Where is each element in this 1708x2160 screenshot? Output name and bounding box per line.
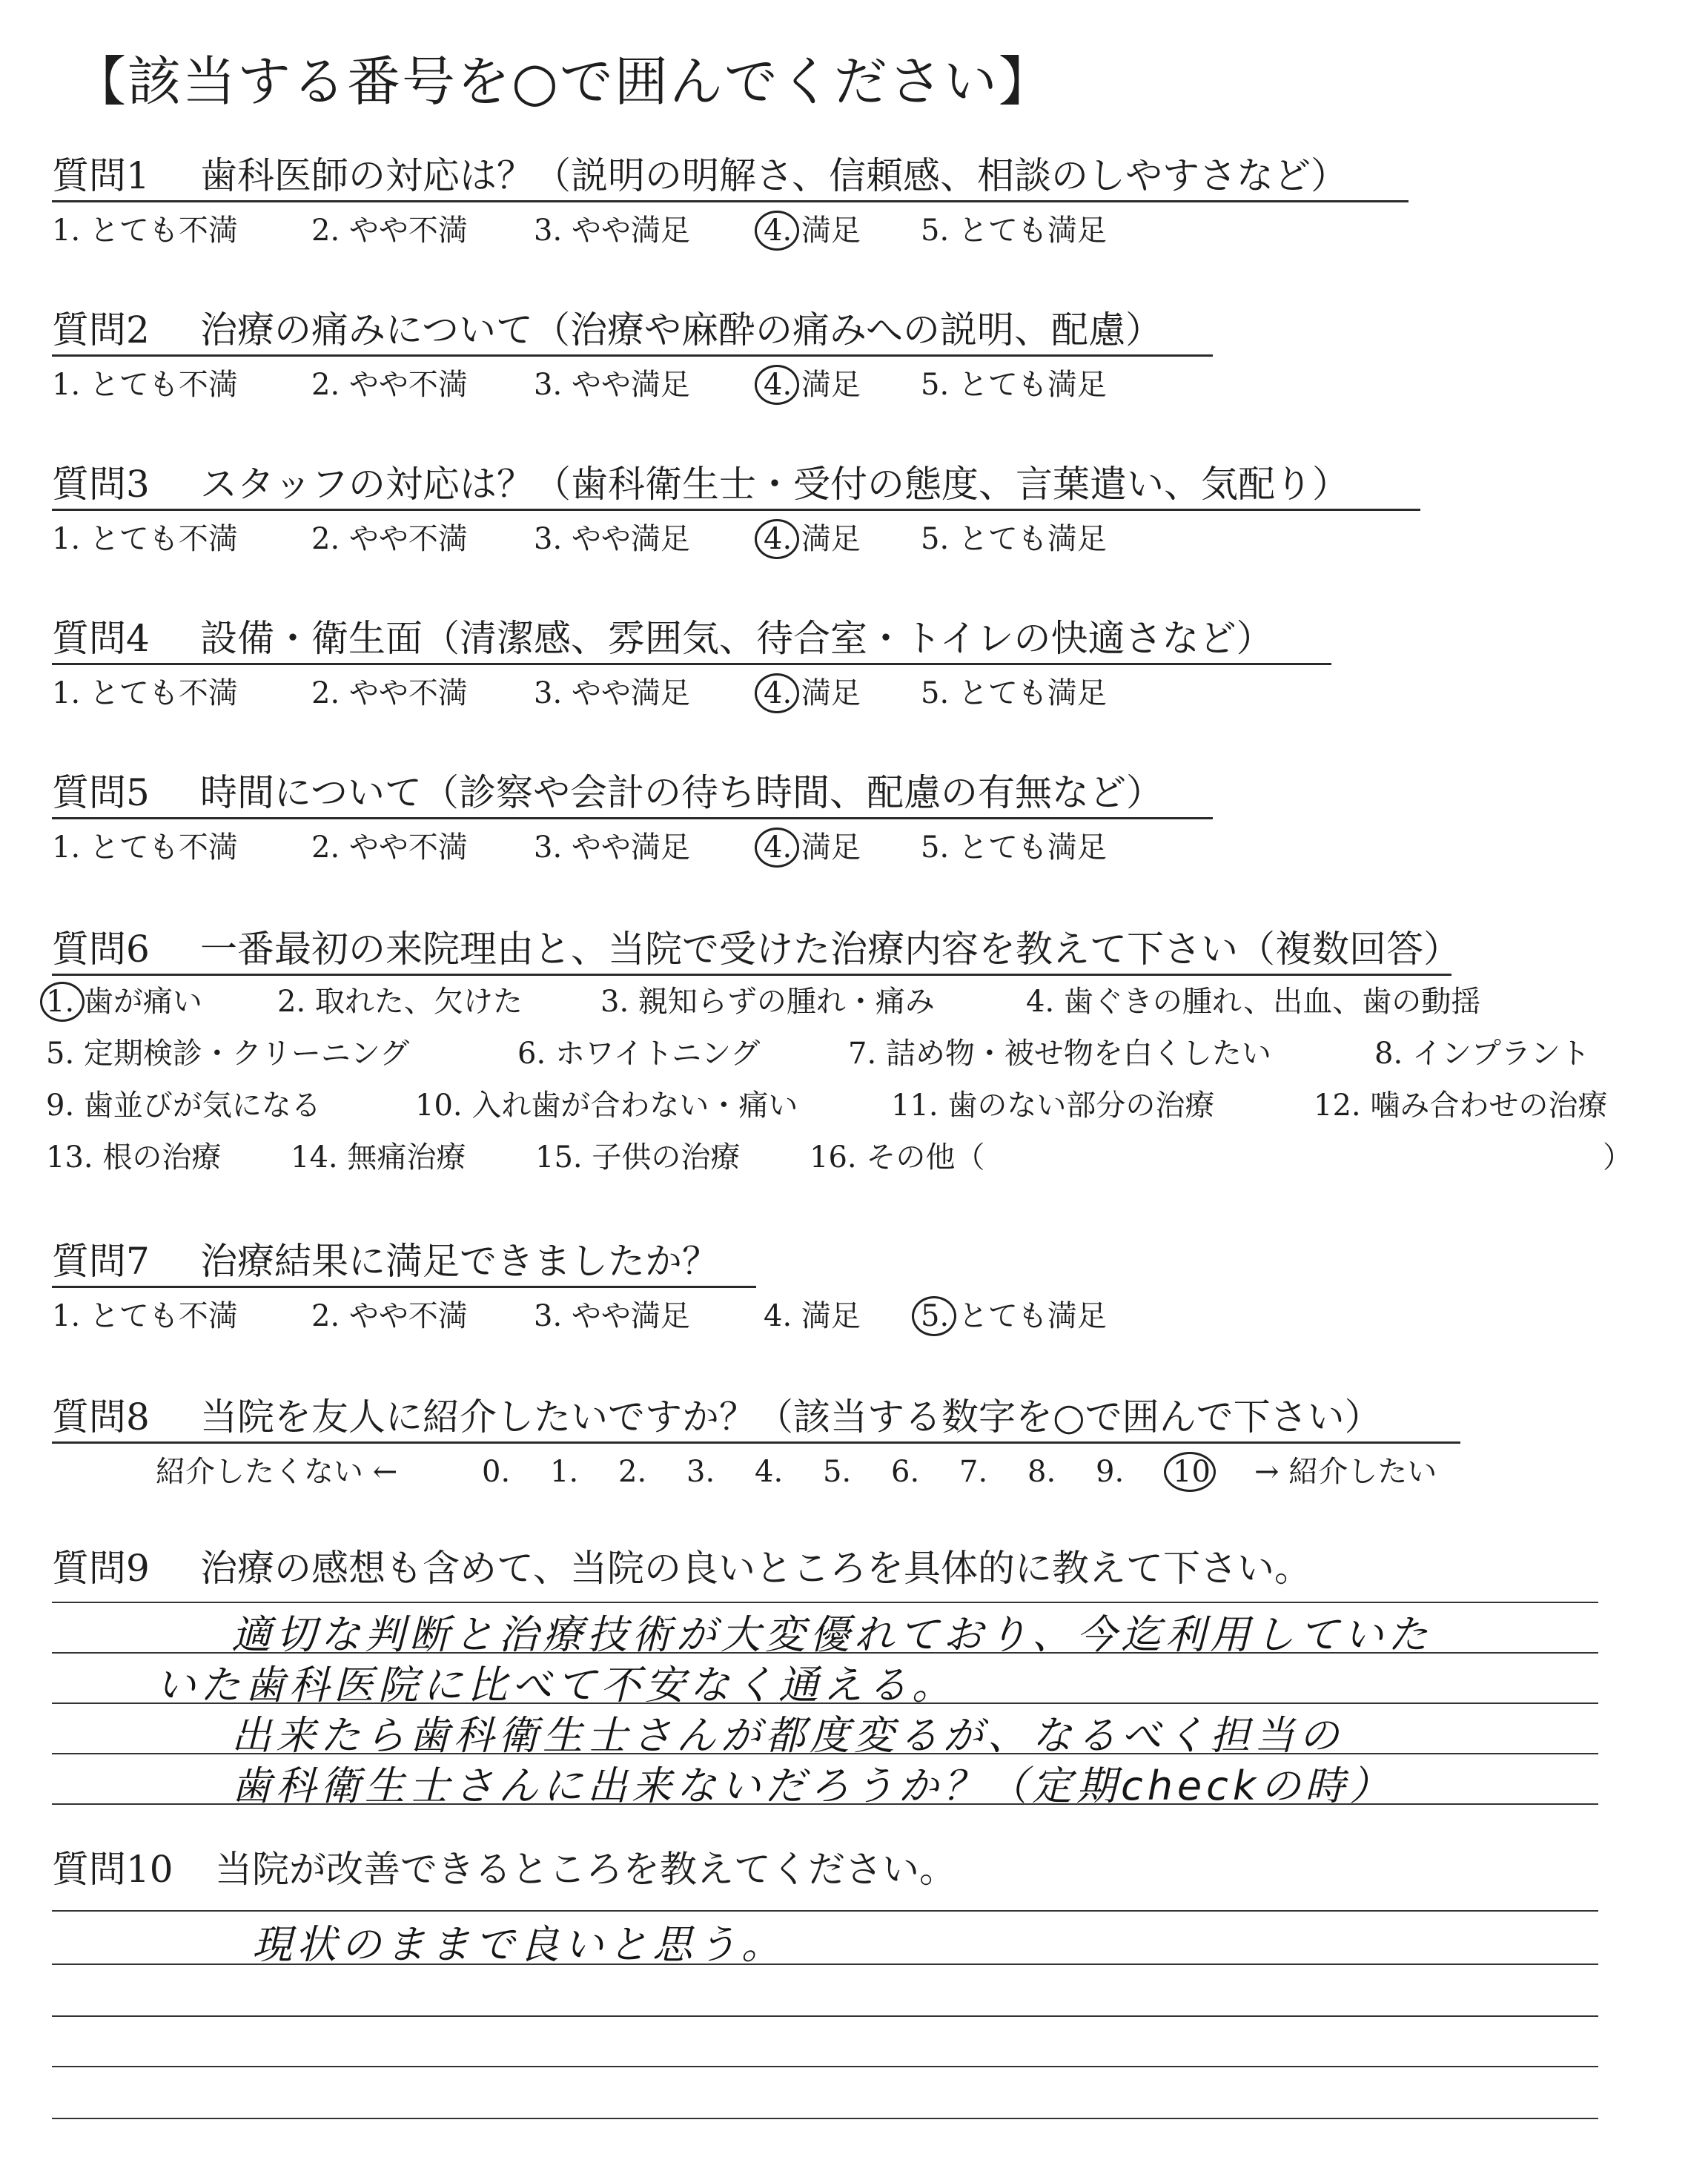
scale-option[interactable]: 3. やや満足 [534,522,690,556]
q8-left-label: 紹介したくない ← [156,1455,398,1489]
q8-value[interactable]: 7. [959,1455,988,1489]
selection-circle [40,982,85,1022]
q8-value[interactable]: 0. [482,1455,511,1489]
question-text: 一番最初の来院理由と、当院で受けた治療内容を教えて下さい（複数回答） [200,928,1460,971]
selection-circle [755,211,799,251]
scale-option[interactable]: 2. やや不満 [311,1299,468,1333]
scale-option[interactable]: 1. とても不満 [52,368,238,402]
q6-option[interactable]: 10. 入れ歯が合わない・痛い [415,1089,798,1123]
question-number: 質問6 [52,928,150,971]
selection-circle [755,519,799,559]
question-text: 時間について（診察や会計の待ち時間、配慮の有無など） [200,771,1163,814]
question-text: 治療の痛みについて（治療や麻酔の痛みへの説明、配慮） [200,308,1162,351]
question-number: 質問1 [52,154,150,197]
page-title: 【該当する番号を○で囲んでください】 [73,50,1053,113]
q6-option[interactable]: 13. 根の治療 [46,1140,222,1175]
q7-scale [52,1298,1238,1335]
q6-option[interactable]: 8. インプラント [1374,1037,1590,1071]
scale-option[interactable]: 1. とても不満 [52,214,238,248]
q6-options-row-1 [46,983,1677,1020]
answer-line [52,2066,1598,2067]
scale-option[interactable]: 2. やや不満 [311,214,468,248]
q2-scale [52,366,1238,403]
question-number: 質問7 [52,1240,150,1283]
q6-options-row-4 [46,1139,1677,1176]
q6-option[interactable]: 3. 親知らずの腫れ・痛み [600,985,935,1019]
question-text: 治療の感想も含めて、当院の良いところを具体的に教えて下さい。 [200,1547,1311,1590]
scale-option[interactable]: 5. とても満足 [921,830,1107,865]
handwritten-answer: いた歯科医院に比べて不安なく通える。 [156,1662,956,1708]
question-underline [52,1441,1460,1444]
scale-option[interactable]: 1. とても不満 [52,676,238,710]
q6-close-paren: ） [1603,1140,1632,1175]
scale-option[interactable]: 5. とても満足 [921,368,1107,402]
q6-option[interactable]: 9. 歯並びが気になる [46,1089,321,1123]
question-3 [52,463,1349,506]
scale-option[interactable]: 3. やや満足 [534,1299,690,1333]
handwritten-answer: 現状のままで良いと思う。 [252,1921,786,1968]
scale-option[interactable]: 5. とても満足 [921,522,1107,556]
q8-value[interactable]: 5. [823,1455,852,1489]
question-number: 質問9 [52,1547,150,1590]
question-2 [52,308,1162,351]
scale-option[interactable]: 1. とても不満 [52,522,238,556]
scale-option[interactable]: 3. やや満足 [534,368,690,402]
scale-option[interactable]: 2. やや不満 [311,522,468,556]
q6-option[interactable]: 2. 取れた、欠けた [277,985,523,1019]
answer-line [52,1602,1598,1603]
scale-option[interactable]: 4. 満足 [764,368,861,402]
q8-value[interactable]: 1. [550,1455,579,1489]
q6-option[interactable]: 5. 定期検診・クリーニング [46,1037,410,1071]
question-text: 治療結果に満足できましたか？ [200,1240,719,1283]
handwritten-answer: 出来たら歯科衛生士さんが都度変るが、なるべく担当の [231,1712,1343,1759]
q8-value[interactable]: 8. [1027,1455,1056,1489]
q8-value[interactable]: 10 [1173,1455,1211,1489]
q8-right-label: → 紹介したい [1254,1455,1437,1489]
handwritten-answer: 適切な判断と治療技術が大変優れており、今迄利用していた [231,1611,1432,1658]
answer-line [52,2015,1598,2017]
scale-option[interactable]: 5. とても満足 [921,1299,1107,1333]
question-number: 質問4 [52,617,150,660]
q6-options-row-2 [46,1035,1677,1072]
question-number: 質問2 [52,308,150,351]
q3-scale [52,521,1238,558]
question-underline [52,509,1420,511]
question-number: 質問8 [52,1396,150,1439]
question-underline [52,974,1452,976]
scale-option[interactable]: 4. 満足 [764,676,861,710]
question-text: 歯科医師の対応は？（説明の明解さ、信頼感、相談のしやすさなど） [200,154,1348,197]
scale-option[interactable]: 5. とても満足 [921,214,1107,248]
q6-option[interactable]: 1. 歯が痛い [46,985,202,1019]
scale-option[interactable]: 1. とても不満 [52,830,238,865]
q8-value[interactable]: 3. [686,1455,715,1489]
scale-option[interactable]: 4. 満足 [764,214,861,248]
selection-circle [912,1296,956,1336]
scale-option[interactable]: 5. とても満足 [921,676,1107,710]
question-9 [52,1547,1311,1590]
q6-option[interactable]: 14. 無痛治療 [291,1140,466,1175]
handwritten-answer: 歯科衛生士さんに出来ないだろうか？（定期checkの時） [231,1763,1394,1809]
scale-option[interactable]: 2. やや不満 [311,676,468,710]
question-underline [52,200,1409,202]
q6-option[interactable]: 12. 噛み合わせの治療 [1314,1089,1608,1123]
scale-option[interactable]: 3. やや満足 [534,830,690,865]
scale-option[interactable]: 3. やや満足 [534,676,690,710]
question-8 [52,1396,1382,1439]
scale-option[interactable]: 2. やや不満 [311,368,468,402]
scale-option[interactable]: 4. 満足 [764,830,861,865]
selection-circle [755,365,799,405]
scale-option[interactable]: 4. 満足 [764,1299,861,1333]
question-text: スタッフの対応は？（歯科衛生士・受付の態度、言葉遣い、気配り） [200,463,1349,506]
question-number: 質問5 [52,771,150,814]
q5-scale [52,829,1238,866]
selection-circle [755,673,799,713]
question-underline [52,663,1331,665]
scale-option[interactable]: 3. やや満足 [534,214,690,248]
question-5 [52,771,1163,814]
q8-value[interactable]: 6. [891,1455,920,1489]
selection-circle [755,828,799,868]
question-1 [52,154,1348,197]
scale-option[interactable]: 1. とても不満 [52,1299,238,1333]
question-number: 質問3 [52,463,150,506]
q6-option[interactable]: 11. 歯のない部分の治療 [891,1089,1215,1123]
q6-option[interactable]: 4. 歯ぐきの腫れ、出血、歯の動揺 [1026,985,1481,1019]
question-underline [52,354,1213,357]
scale-option[interactable]: 2. やや不満 [311,830,468,865]
q8-scale [52,1453,1609,1490]
question-underline [52,1286,756,1288]
question-7 [52,1240,719,1283]
question-number: 質問10 [52,1848,173,1891]
question-underline [52,817,1213,819]
question-text: 当院を友人に紹介したいですか？（該当する数字を○で囲んで下さい） [200,1396,1382,1439]
question-text: 設備・衛生面（清潔感、雰囲気、待合室・トイレの快適さなど） [200,617,1274,660]
scale-option[interactable]: 4. 満足 [764,522,861,556]
q6-option[interactable]: 16. その他（ [810,1140,985,1175]
question-10 [52,1848,956,1891]
q1-scale [52,212,1238,249]
question-6 [52,928,1460,971]
question-4 [52,617,1274,660]
q4-scale [52,675,1238,712]
question-text: 当院が改善できるところを教えてください。 [215,1848,956,1891]
q8-value[interactable]: 9. [1096,1455,1125,1489]
answer-line [52,2118,1598,2119]
q6-option[interactable]: 7. 詰め物・被せ物を白くしたい [848,1037,1271,1071]
q8-value[interactable]: 2. [618,1455,647,1489]
q6-options-row-3 [46,1087,1677,1124]
q6-option[interactable]: 15. 子供の治療 [535,1140,741,1175]
q8-value[interactable]: 4. [755,1455,784,1489]
answer-line [52,1910,1598,1912]
selection-circle [1164,1452,1216,1492]
q6-option[interactable]: 6. ホワイトニング [517,1037,761,1071]
